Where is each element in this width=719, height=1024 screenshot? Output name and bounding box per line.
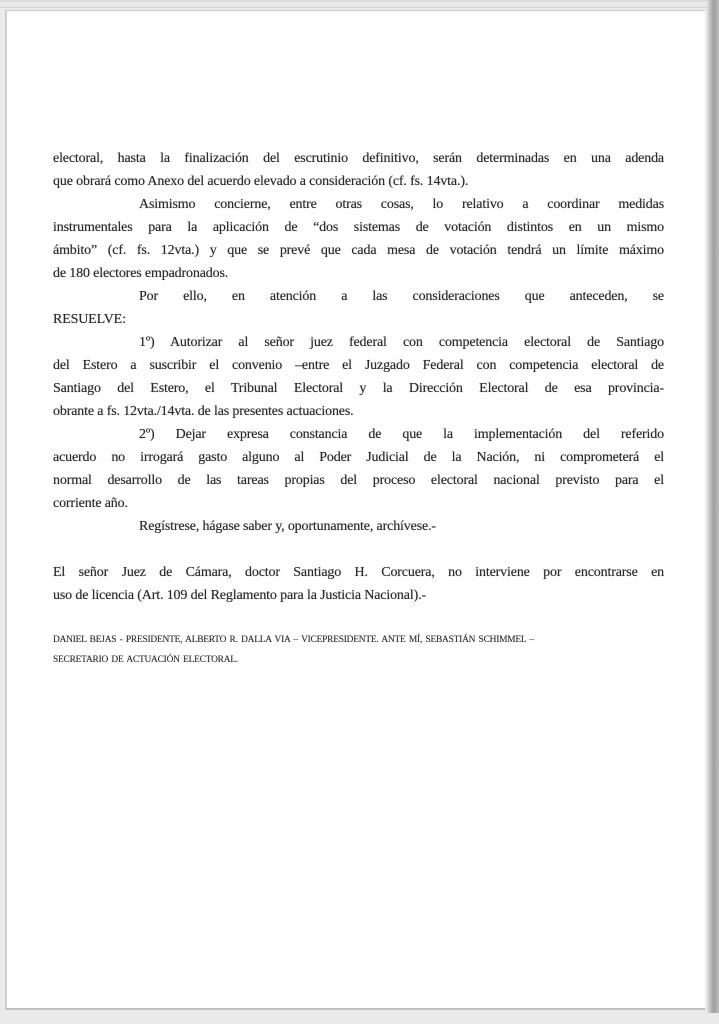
- text-line: Por ello, en atención a las consideraciones que anteceden, se: [139, 289, 664, 304]
- signature-line: DANIEL BEJAS - PRESIDENTE, ALBERTO R. DALLA VIA – VICEPRESIDENTE. ANTE MÍ, SEBASTIÁN SCHIMMEL –: [53, 635, 534, 645]
- page-edge-shadow: [707, 0, 719, 1013]
- text-line: acuerdo no irrogará gasto alguno al Poder Judicial de la Nación, ni comprometerá el: [53, 450, 664, 465]
- text-line: obrante a fs. 12vta./14vta. de las presentes actuaciones.: [53, 404, 354, 419]
- resolution-item-1: 1º) Autorizar al señor juez federal con competencia electoral de Santiago: [139, 335, 664, 350]
- text-line: normal desarrollo de las tareas propias del proceso electoral nacional previsto para el: [53, 473, 664, 488]
- signature-footer: [53, 630, 664, 670]
- judge-note-line: uso de licencia (Art. 109 del Reglamento para la Justicia Nacional).-: [53, 588, 426, 603]
- text-line: Santiago del Estero, el Tribunal Electoral y la Dirección Electoral de esa provincia-: [53, 381, 664, 396]
- text-line: de 180 electores empadronados.: [53, 266, 229, 281]
- text-line: del Estero a suscribir el convenio –entre el Juzgado Federal con competencia electoral de: [53, 358, 664, 373]
- text-line: ámbito” (cf. fs. 12vta.) y que se prevé que cada mesa de votación tendrá un límite máximo: [53, 243, 664, 258]
- text-line: corriente año.: [53, 496, 128, 511]
- judge-note-line: El señor Juez de Cámara, doctor Santiago H. Corcuera, no interviene por encontrarse en: [53, 565, 664, 580]
- resolution-item-2: 2º) Dejar expresa constancia de que la implementación del referido: [139, 427, 664, 442]
- document-body-text: [53, 147, 664, 607]
- text-line: electoral, hasta la finalización del escrutinio definitivo, serán determinadas en una adenda: [53, 151, 664, 166]
- scan-artifact-line: [0, 7, 719, 8]
- document-page: [5, 10, 705, 1010]
- closing-formula-line: Regístrese, hágase saber y, oportunamente, archívese.-: [139, 519, 436, 534]
- signature-line: SECRETARIO DE ACTUACIÓN ELECTORAL.: [53, 655, 238, 665]
- text-line: que obrará como Anexo del acuerdo elevado a consideración (cf. fs. 14vta.).: [53, 174, 469, 189]
- resolution-heading: RESUELVE:: [53, 312, 126, 327]
- scan-artifact-line: [0, 0, 719, 2]
- text-line: instrumentales para la aplicación de “dos sistemas de votación distintos en un mismo: [53, 220, 664, 235]
- text-line: Asimismo concierne, entre otras cosas, lo relativo a coordinar medidas: [139, 197, 664, 212]
- blank-line: [53, 538, 664, 561]
